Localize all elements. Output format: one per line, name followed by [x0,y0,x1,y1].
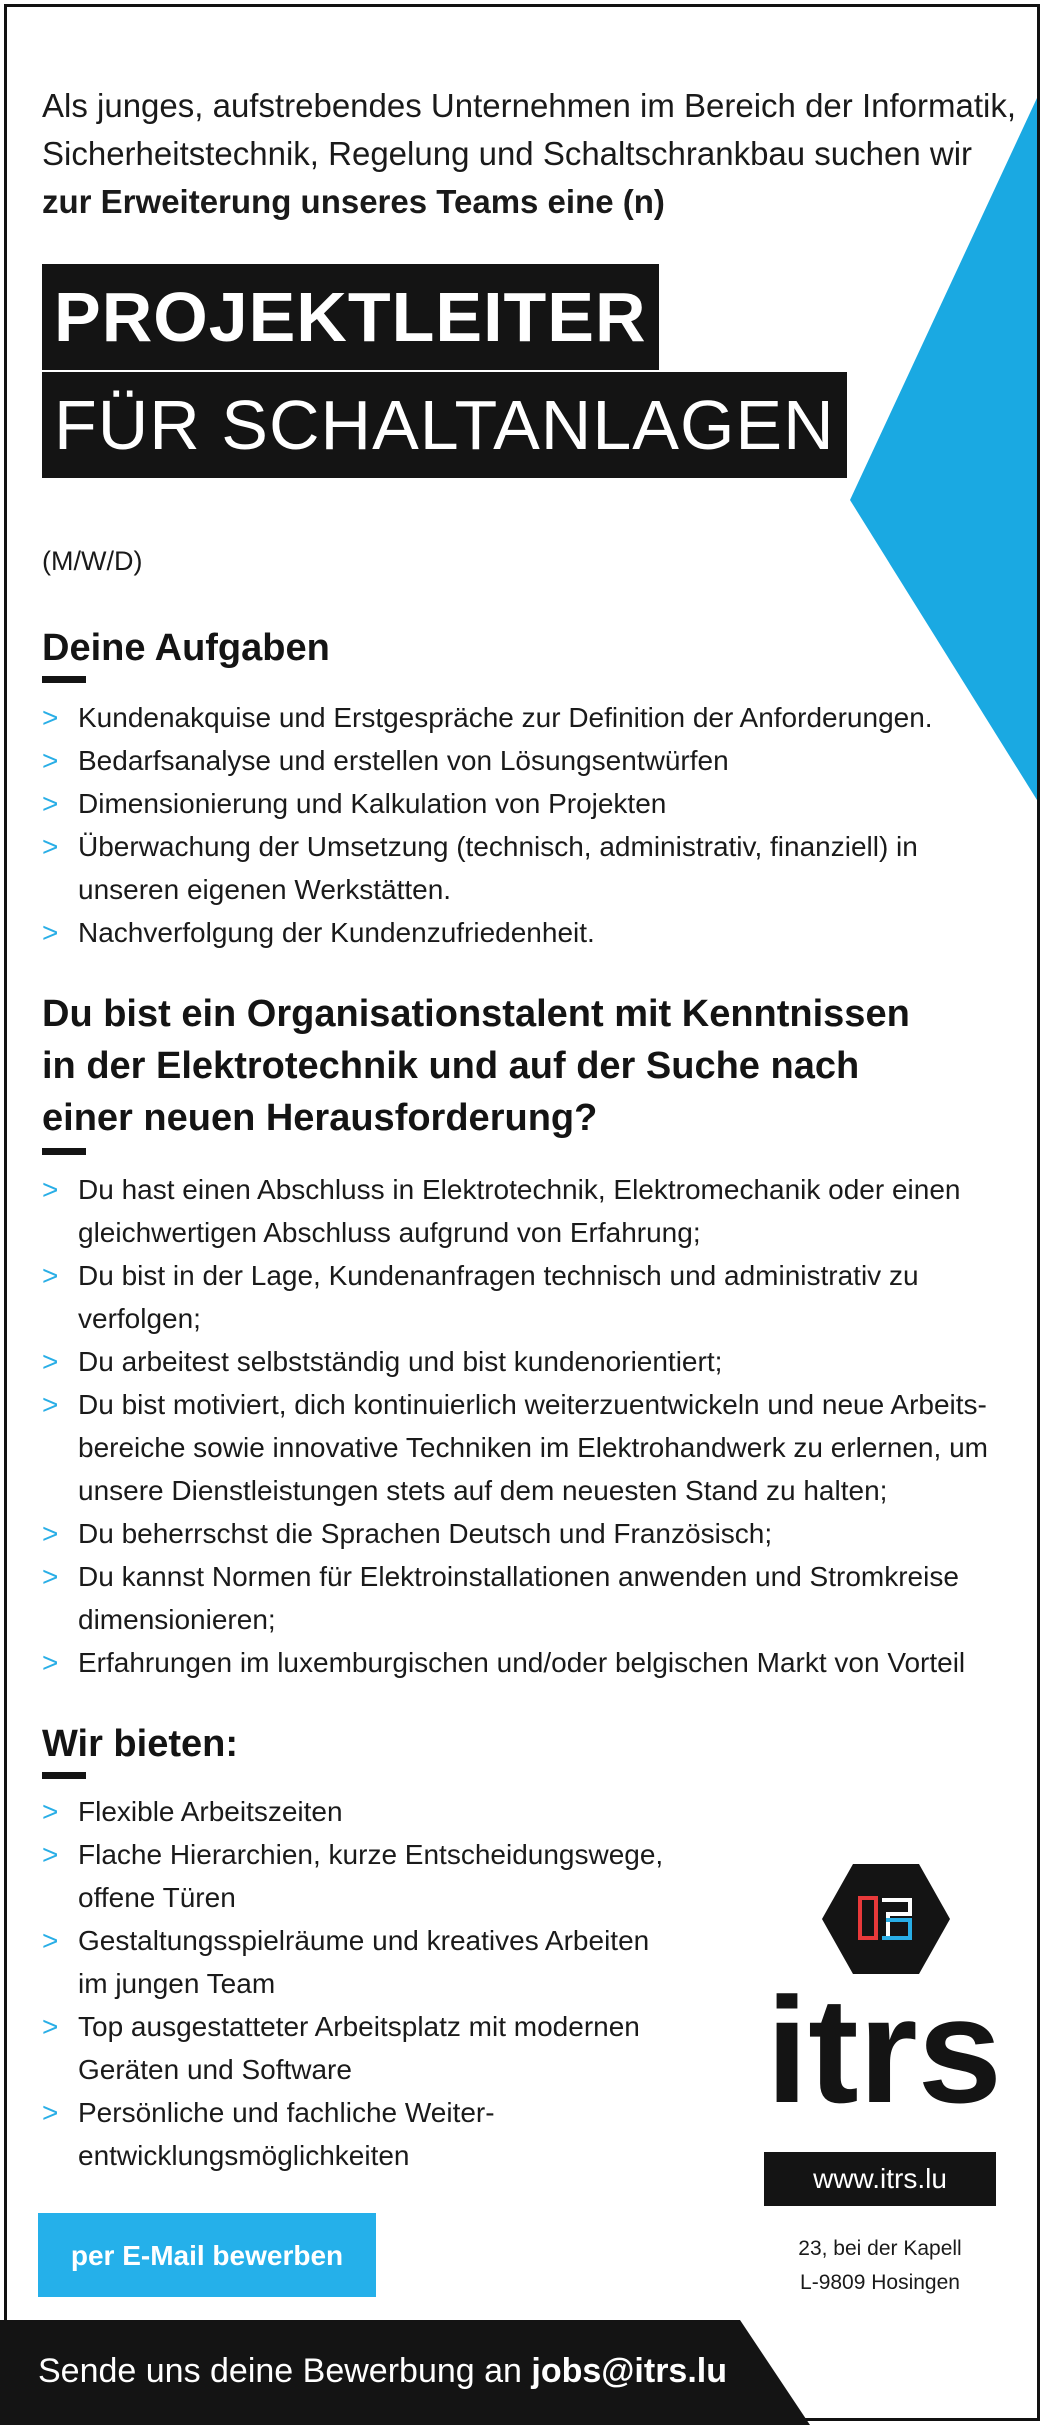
profile-heading-line-2: in der Elektrotechnik und auf der Suche nach [42,1045,860,1087]
chevron-right-icon: > [42,1260,59,1291]
chevron-right-icon: > [42,1174,59,1205]
list-item: > Überwachung der Umsetzung (technisch, administrativ, finanziell) in unseren eigenen Werkstätten. [42,825,978,911]
list-item: > Du kannst Normen für Elektroinstallationen anwenden und Stromkreise dimensionieren; [42,1555,1013,1641]
intro-line-3: zur Erweiterung unseres Teams eine (n) [42,183,665,220]
tasks-heading: Deine Aufgaben [42,627,330,669]
job-title-line-2: FÜR SCHALTANLAGEN [42,372,847,478]
chevron-right-icon: > [42,2097,59,2128]
tasks-list [42,696,982,954]
list-item: > Flexible Arbeitszeiten [42,1790,682,1833]
chevron-right-icon: > [42,1561,59,1592]
chevron-right-icon: > [42,1518,59,1549]
logo-wordmark-text: itrs [766,1990,1002,2120]
company-website[interactable]: www.itrs.lu [764,2152,996,2206]
profile-heading-line-1: Du bist ein Organisationstalent mit Kenntnissen [42,993,910,1035]
list-item: > Nachverfolgung der Kundenzufriedenheit. [42,911,982,954]
chevron-right-icon: > [42,917,59,948]
offer-heading: Wir bieten: [42,1723,238,1765]
intro-line-2: Sicherheitstechnik, Regelung und Schaltschrankbau suchen wir [42,135,973,172]
list-item: > Top ausgestatteter Arbeitsplatz mit modernen Geräten und Software [42,2005,682,2091]
offer-list [42,1790,682,2177]
footer-prompt: Sende uns deine Bewerbung an [38,2352,522,2390]
footer-email-link[interactable]: jobs@itrs.lu [531,2352,728,2390]
chevron-right-icon: > [42,2011,59,2042]
list-item: > Persönliche und fachliche Weiter-entwicklungsmöglichkeiten [42,2091,538,2177]
gender-note: (M/W/D) [42,546,143,576]
itrs-hexagon-logo-icon [820,1862,952,1976]
job-title-line-1: PROJEKTLEITER [42,264,659,370]
tasks-heading-underline [42,676,86,683]
chevron-right-icon: > [42,1925,59,1956]
list-item: > Du bist in der Lage, Kundenanfragen technisch und administrativ zu verfolgen; [42,1254,958,1340]
list-item: > Erfahrungen im luxemburgischen und/oder belgischen Markt von Vorteil [42,1641,1002,1684]
list-item: > Kundenakquise und Erstgespräche zur Definition der Anforderungen. [42,696,982,739]
chevron-right-icon: > [42,831,59,862]
apply-by-email-button[interactable]: per E-Mail bewerben [38,2213,376,2297]
list-item: > Bedarfsanalyse und erstellen von Lösungsentwürfen [42,739,982,782]
chevron-right-icon: > [42,788,59,819]
address-line-1: 23, bei der Kapell [798,2237,962,2260]
itrs-wordmark-logo [766,1990,1006,2120]
chevron-right-icon: > [42,1796,59,1827]
chevron-right-icon: > [42,745,59,776]
chevron-right-icon: > [42,1346,59,1377]
chevron-right-icon: > [42,1389,59,1420]
profile-heading-underline [42,1148,86,1155]
list-item: > Du arbeitest selbstständig und bist kundenorientiert; [42,1340,1002,1383]
profile-list [42,1168,1002,1684]
offer-heading-underline [42,1772,86,1779]
list-item: > Du beherrschst die Sprachen Deutsch und Französisch; [42,1512,1002,1555]
list-item: > Du hast einen Abschluss in Elektrotechnik, Elektromechanik oder einen gleichwertigen Abschluss aufgrund von Erfahrung; [42,1168,1002,1254]
company-address [764,2232,996,2300]
chevron-right-icon: > [42,702,59,733]
footer-text [38,2346,727,2396]
list-item: > Flache Hierarchien, kurze Entscheidungswege, offene Türen [42,1833,682,1919]
intro-text [42,82,1022,226]
profile-heading-line-3: einer neuen Herausforderung? [42,1097,598,1139]
list-item: > Dimensionierung und Kalkulation von Projekten [42,782,982,825]
list-item: > Gestaltungsspielräume und kreatives Arbeiten im jungen Team [42,1919,682,2005]
list-item: > Du bist motiviert, dich kontinuierlich weiterzuentwickeln und neue Arbeits-bereiche sowie innovative Techniken im Elektrohandwerk zu erlernen, um unsere Dienstleistungen stets auf dem neuesten Stand zu halten; [42,1383,1043,1512]
intro-line-1: Als junges, aufstrebendes Unternehmen im Bereich der Informatik, [42,87,1016,124]
chevron-right-icon: > [42,1839,59,1870]
chevron-right-icon: > [42,1647,59,1678]
address-line-2: L-9809 Hosingen [800,2271,960,2294]
profile-heading [42,988,1002,1144]
